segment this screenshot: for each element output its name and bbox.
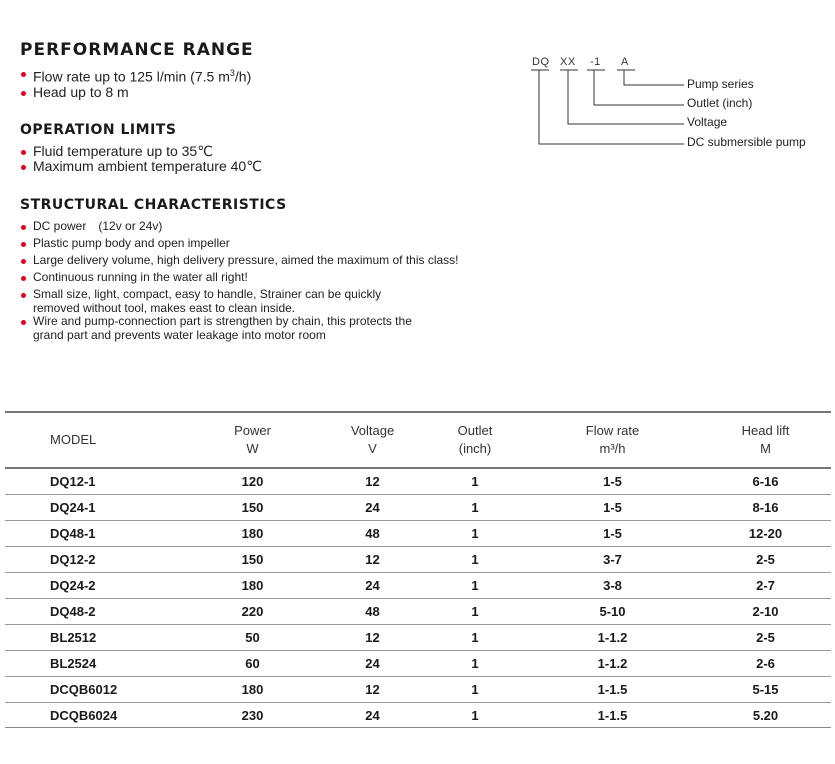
cell-voltage: 24 [365, 577, 380, 593]
cell-outlet: 1 [471, 551, 479, 567]
performance-list [20, 66, 251, 100]
table-row [5, 572, 831, 598]
cell-model: DQ12-1 [50, 473, 96, 489]
structural-characteristics-heading: STRUCTURAL CHARACTERISTICS [20, 197, 287, 213]
cell-model: DQ48-1 [50, 525, 96, 541]
cell-power: 150 [241, 551, 264, 567]
cell-head-lift: 8-16 [752, 499, 779, 515]
header-power: Power W [234, 423, 271, 456]
cell-voltage: 48 [365, 525, 380, 541]
flow-rate-unit-suffix: /h) [234, 68, 252, 85]
item-text: Large delivery volume, high delivery pressure, aimed the maximum of this class! [33, 253, 459, 267]
cell-model: DQ12-2 [50, 551, 96, 567]
cell-head-lift: 2-6 [756, 655, 775, 671]
item-text-cont: grand part and prevents water leakage into motor room [33, 327, 326, 342]
cell-voltage: 24 [365, 499, 380, 515]
cell-voltage: 24 [365, 655, 380, 671]
list-item [20, 66, 251, 85]
table-row [5, 702, 831, 728]
cell-head-lift: 2-10 [752, 603, 779, 619]
list-item [20, 254, 459, 268]
cell-voltage: 12 [365, 629, 380, 645]
table-row [5, 624, 831, 650]
cell-flow-rate: 3-8 [603, 577, 622, 593]
cell-head-lift: 5-15 [752, 681, 779, 697]
cell-flow-rate: 5-10 [599, 603, 626, 619]
cell-model: DQ24-1 [50, 499, 96, 515]
cell-head-lift: 2-5 [756, 629, 775, 645]
spec-table [5, 411, 831, 728]
table-row [5, 546, 831, 572]
list-item [20, 315, 459, 342]
cell-power: 180 [241, 681, 264, 697]
header-outlet: Outlet (inch) [457, 423, 493, 456]
list-item [20, 271, 459, 285]
cell-voltage: 12 [365, 551, 380, 567]
table-row [5, 676, 831, 702]
cell-power: 60 [245, 655, 260, 671]
cell-model: DCQB6024 [50, 707, 118, 723]
cell-model: BL2524 [50, 655, 97, 671]
cell-outlet: 1 [471, 681, 479, 697]
table-row [5, 598, 831, 624]
operation-limits-heading: OPERATION LIMITS [20, 122, 177, 138]
performance-range-heading: PERFORMANCE RANGE [20, 40, 254, 60]
cell-outlet: 1 [471, 655, 479, 671]
item-text: DC power (12v or 24v) [33, 219, 163, 233]
table-row [5, 494, 831, 520]
list-item: Maximum ambient temperature 40℃ [20, 159, 262, 174]
cell-flow-rate: 1-5 [603, 499, 622, 515]
cell-outlet: 1 [471, 473, 479, 489]
cell-power: 230 [241, 707, 264, 723]
item-text: Plastic pump body and open impeller [33, 236, 230, 250]
cell-flow-rate: 3-7 [603, 551, 622, 567]
header-model: MODEL [50, 432, 97, 447]
cell-voltage: 12 [365, 473, 380, 489]
code-part-series: A [621, 56, 629, 68]
cell-outlet: 1 [471, 603, 479, 619]
cell-power: 180 [241, 525, 264, 541]
code-part-dq: DQ [532, 56, 550, 68]
table-row [5, 650, 831, 676]
cell-flow-rate: 1-5 [603, 525, 622, 541]
code-part-outlet: -1 [590, 56, 601, 68]
table-bottom-rule [5, 727, 831, 728]
cell-head-lift: 5.20 [752, 707, 779, 723]
cell-power: 180 [241, 577, 264, 593]
cell-outlet: 1 [471, 577, 479, 593]
list-item [20, 288, 459, 315]
cell-power: 150 [241, 499, 264, 515]
cell-power: 120 [241, 473, 264, 489]
list-item [20, 85, 251, 100]
operation-list [20, 144, 262, 174]
code-part-xx: XX [560, 56, 576, 68]
label-outlet: Outlet (inch) [687, 96, 753, 110]
cell-outlet: 1 [471, 525, 479, 541]
table-row [5, 520, 831, 546]
model-code-diagram [520, 50, 830, 160]
label-pump-series: Pump series [687, 77, 754, 91]
cell-model: DQ24-2 [50, 577, 96, 593]
head-text: Head up to 8 m [33, 83, 129, 100]
cell-power: 50 [245, 629, 260, 645]
cell-outlet: 1 [471, 707, 479, 723]
flow-rate-superscript: 3 [229, 68, 235, 78]
cell-model: DCQB6012 [50, 681, 118, 697]
cell-outlet: 1 [471, 499, 479, 515]
cell-flow-rate: 1-5 [603, 473, 622, 489]
cell-flow-rate: 1-1.2 [597, 629, 628, 645]
header-head-lift: Head lift M [741, 423, 790, 456]
cell-flow-rate: 1-1.5 [597, 681, 628, 697]
cell-flow-rate: 1-1.2 [597, 655, 628, 671]
label-voltage: Voltage [687, 115, 728, 129]
cell-head-lift: 2-5 [756, 551, 775, 567]
structural-list [20, 220, 459, 342]
label-dc-submersible-pump: DC submersible pump [687, 135, 806, 149]
cell-head-lift: 2-7 [756, 577, 775, 593]
flow-rate-text: Flow rate up to 125 l/min (7.5 m [33, 68, 230, 85]
item-text: Small size, light, compact, easy to handle, Strainer can be quickly [33, 287, 382, 301]
item-text: Wire and pump-connection part is strengthen by chain, this protects the [33, 314, 412, 328]
cell-head-lift: 6-16 [752, 473, 779, 489]
cell-model: BL2512 [50, 629, 97, 645]
item-text: Continuous running in the water all right! [33, 270, 248, 284]
cell-model: DQ48-2 [50, 603, 96, 619]
cell-power: 220 [241, 603, 264, 619]
cell-voltage: 24 [365, 707, 380, 723]
table-header-row [5, 412, 831, 468]
cell-head-lift: 12-20 [748, 525, 783, 541]
header-flow-rate: Flow rate m³/h [585, 423, 640, 456]
cell-outlet: 1 [471, 629, 479, 645]
cell-flow-rate: 1-1.5 [597, 707, 628, 723]
list-item [20, 237, 459, 251]
header-voltage: Voltage V [350, 423, 395, 456]
list-item [20, 220, 459, 234]
table-row [5, 468, 831, 494]
list-item: Fluid temperature up to 35℃ [20, 144, 262, 159]
cell-voltage: 12 [365, 681, 380, 697]
item-text-cont: removed without tool, makes east to clean inside. [33, 300, 296, 315]
cell-voltage: 48 [365, 603, 380, 619]
